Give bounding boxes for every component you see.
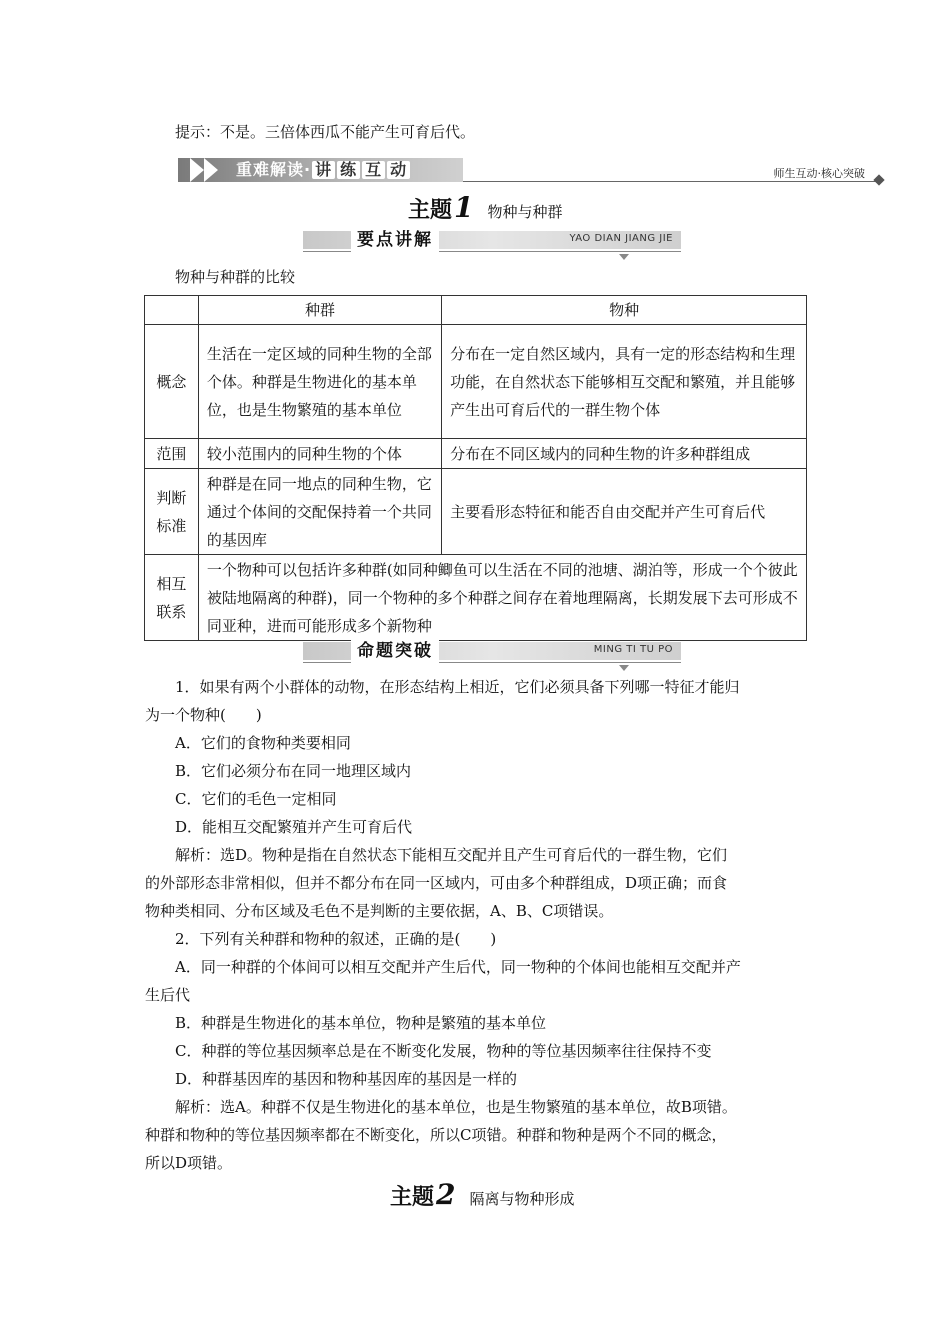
row-header: 相互联系 [145, 555, 199, 641]
section-bar-key-points [303, 229, 681, 253]
hint-text: 提示：不是。三倍体西瓜不能产生可育后代。 [175, 123, 476, 141]
comparison-table [144, 295, 807, 641]
topic-heading-2 [390, 1178, 575, 1211]
section-pinyin: YAO DIAN JIANG JIE [569, 233, 673, 244]
chevron-icon [190, 158, 204, 182]
question-2-analysis: 解析：选A。种群不仅是生物进化的基本单位，也是生物繁殖的基本单位，故B项错。 [175, 1098, 737, 1116]
topic-subtitle: 物种与种群 [487, 203, 563, 221]
question-2-option: A．同一种群的个体间可以相互交配并产生后代，同一物种的个体间也能相互交配并产 [175, 958, 741, 976]
table-row [145, 469, 807, 555]
question-1-option: D．能相互交配繁殖并产生可育后代 [175, 818, 413, 836]
table-header-cell: 种群 [198, 296, 441, 325]
banner-title-text: 重难解读· [236, 160, 312, 179]
table-header-cell [145, 296, 199, 325]
table-header-row [145, 296, 807, 325]
banner-title-box: 讲 [312, 161, 335, 179]
down-triangle-icon [619, 254, 629, 260]
topic-number: 1 [454, 191, 474, 224]
table-cell: 主要看形态特征和能否自由交配并产生可育后代 [442, 469, 807, 555]
section-label: 要点讲解 [351, 228, 439, 252]
table-header-cell: 物种 [442, 296, 807, 325]
question-2-stem: 2．下列有关种群和物种的叙述，正确的是( ) [175, 930, 497, 948]
banner-title-box: 互 [362, 161, 385, 179]
question-1-option: A．它们的食物种类要相同 [175, 734, 351, 752]
chevron-icon [204, 158, 218, 182]
topic-number: 2 [436, 1178, 456, 1211]
table-row [145, 325, 807, 439]
topic-label: 主题 [408, 198, 453, 223]
table-row [145, 555, 807, 641]
banner-rule [463, 181, 877, 182]
row-header: 范围 [145, 439, 199, 469]
question-1-analysis: 的外部形态非常相似，但并不都分布在同一区域内，可由多个种群组成，D项正确；而食 [145, 874, 728, 892]
question-2-analysis: 所以D项错。 [145, 1154, 233, 1172]
question-1-stem-cont: 为一个物种( ) [145, 706, 262, 724]
table-row [145, 439, 807, 469]
banner-title-box: 动 [387, 161, 410, 179]
down-triangle-icon [619, 665, 629, 671]
question-2-option-cont: 生后代 [145, 986, 191, 1004]
question-2-analysis: 种群和物种的等位基因频率都在不断变化，所以C项错。种群和物种是两个不同的概念， [145, 1126, 727, 1144]
section-label: 命题突破 [351, 639, 439, 663]
table-cell: 种群是在同一地点的同种生物，它通过个体间的交配保持着一个共同的基因库 [198, 469, 441, 555]
question-1-option: B．它们必须分布在同一地理区域内 [175, 762, 412, 780]
banner-title [236, 158, 411, 182]
banner-title-box: 练 [337, 161, 360, 179]
question-1-option: C．它们的毛色一定相同 [175, 790, 337, 808]
question-1-analysis: 物种类相同、分布区域及毛色不是判断的主要依据，A、B、C项错误。 [145, 902, 614, 920]
table-cell: 分布在不同区域内的同种生物的许多种群组成 [442, 439, 807, 469]
table-cell-merged: 一个物种可以包括许多种群(如同种鲫鱼可以生活在不同的池塘、湖泊等，形成一个个彼此被陆地隔离的种群)，同一个物种的多个种群之间存在着地理隔离，长期发展下去可形成不同亚种，进而可能形成多个新物种 [198, 555, 806, 641]
question-1-analysis: 解析：选D。物种是指在自然状态下能相互交配并且产生可育后代的一群生物，它们 [175, 846, 728, 864]
row-header: 判断标准 [145, 469, 199, 555]
question-2-option: D．种群基因库的基因和物种基因库的基因是一样的 [175, 1070, 518, 1088]
question-2-option: C．种群的等位基因频率总是在不断变化发展，物种的等位基因频率往往保持不变 [175, 1042, 712, 1060]
table-cell: 较小范围内的同种生物的个体 [198, 439, 441, 469]
topic-label: 主题 [390, 1185, 435, 1210]
banner-tag: 师生互动·核心突破 [773, 167, 865, 180]
table-cell: 生活在一定区域的同种生物的全部个体。种群是生物进化的基本单位，也是生物繁殖的基本单位 [198, 325, 441, 439]
topic-subtitle: 隔离与物种形成 [469, 1190, 575, 1208]
section-banner [178, 155, 883, 185]
section-bar-questions [303, 640, 681, 664]
question-2-option: B．种群是生物进化的基本单位，物种是繁殖的基本单位 [175, 1014, 547, 1032]
table-cell: 分布在一定自然区域内，具有一定的形态结构和生理功能，在自然状态下能够相互交配和繁殖，并且能够产生出可育后代的一群生物个体 [442, 325, 807, 439]
diamond-icon [873, 174, 884, 185]
section-pinyin: MING TI TU PO [593, 644, 673, 655]
row-header: 概念 [145, 325, 199, 439]
table-caption: 物种与种群的比较 [175, 268, 296, 286]
question-1-stem: 1．如果有两个小群体的动物，在形态结构上相近，它们必须具备下列哪一特征才能归 [175, 678, 740, 696]
topic-heading-1 [408, 191, 563, 224]
